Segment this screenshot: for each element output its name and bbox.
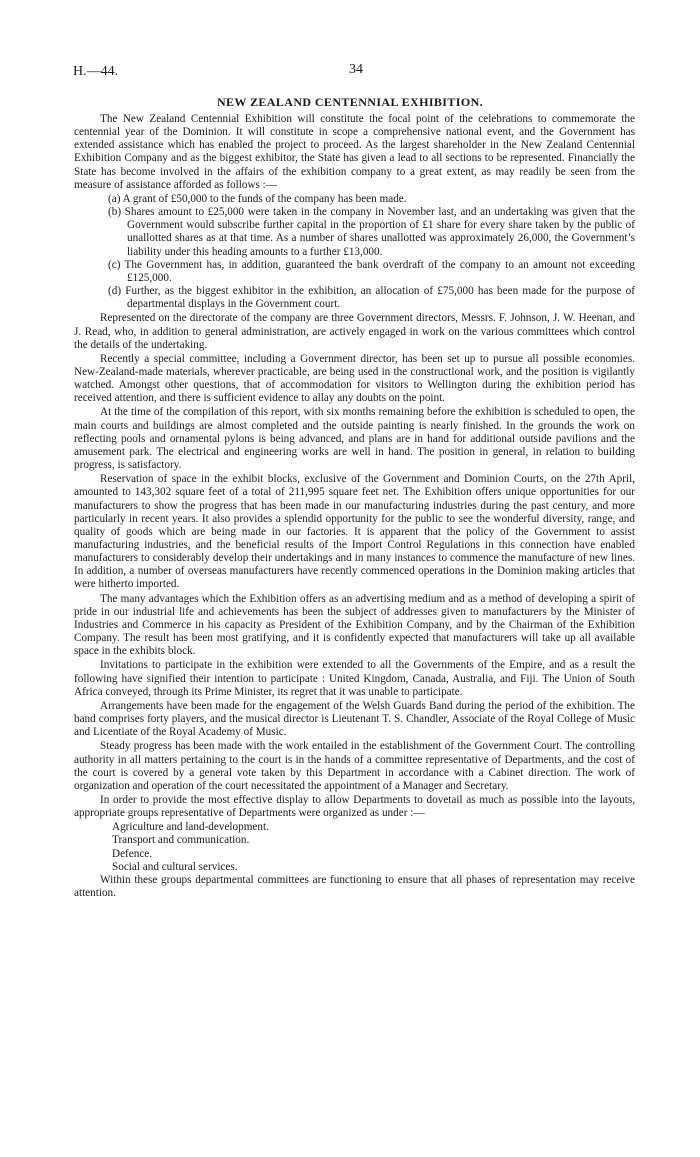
page-number: 34 bbox=[349, 62, 363, 77]
paragraph-committees: Within these groups departmental committees are functioning to ensure that all phases of representation may receive attention. bbox=[74, 873, 635, 900]
list-item-d: (d) Further, as the biggest exhibitor in the exhibition, an allocation of £75,000 has been made for the purpose of departmental displays in the Government court. bbox=[108, 285, 635, 311]
body-text bbox=[74, 113, 635, 901]
paragraph-reservation: Reservation of space in the exhibit blocks, exclusive of the Government and Dominion Courts, on the 27th April, amounted to 143,302 square feet of a total of 211,995 square feet net. The Exhibition offers unique opportunities for our manufacturers to show the progress that has been made in our manufacturing industries during the past century, and more particularly in recent years. It also provides a splendid opportunity for the public to see the wonderful diversity, range, and quality of goods which are being made in our factories. It is apparent that the policy of the Government to assist manufacturing industries, and the beneficial results of the Import Control Regulations in this connection have enabled manufacturers to considerably develop their undertakings and in many instances to commence the manufacture of new lines. In addition, a number of overseas manufacturers have recently commenced operations in the Dominion making articles that were hitherto imported. bbox=[74, 473, 635, 591]
paragraph-invitations: Invitations to participate in the exhibition were extended to all the Governments of the Empire, and as a result the following have signified their intention to participate : United Kingdom, Canada, Australia, and Fiji. The Union of South Africa conveyed, through its Prime Minister, its regret that it was unable to participate. bbox=[74, 659, 635, 698]
group-agriculture: Agriculture and land-development. bbox=[112, 821, 269, 834]
list-item-a: (a) A grant of £50,000 to the funds of the company has been made. bbox=[108, 192, 407, 205]
group-transport: Transport and communication. bbox=[112, 834, 250, 847]
paragraph-advantages: The many advantages which the Exhibition offers as an advertising medium and as a method of developing a spirit of pride in our industrial life and achievements has been the subject of addresses given to manufacturers by the Minister of Industries and Commerce in his capacity as President of the Exhibition Company, and by the Chairman of the Exhibition Company. The result has been most gratifying, and it is confidently expected that manufacturers will take up all available space in the exhibits block. bbox=[74, 592, 635, 658]
paragraph-directorate: Represented on the directorate of the company are three Government directors, Messrs. F. Johnson, J. W. Heenan, and J. Read, who, in addition to general administration, are actively engaged in work on the various committees which control the details of the undertaking. bbox=[74, 312, 635, 351]
paragraph-band: Arrangements have been made for the engagement of the Welsh Guards Band during the period of the exhibition. The band comprises forty players, and the musical director is Lieutenant T. S. Chandler, Associate of the Royal College of Music and Licentiate of the Royal Academy of Music. bbox=[74, 699, 635, 739]
paragraph-economies: Recently a special committee, including a Government director, has been set up to pursue all possible economies. New-Zealand-made materials, wherever practicable, are being used in the constructional work, and the position is vigilantly watched. Amongst other questions, that of accommodation for visitors to Wellington during the exhibition period has received attention, and there is sufficient evidence to allay any doubts on the point. bbox=[74, 352, 635, 405]
paragraph-intro: The New Zealand Centennial Exhibition will constitute the focal point of the celebrations to commemorate the centennial year of the Dominion. It will constitute in scope a comprehensive national event, and the Government has extended assistance which has enabled the project to proceed. As the largest shareholder in the New Zealand Centennial Exhibition Company and as the biggest exhibitor, the State has given a lead to all sections to be represented. Financially the State has become involved in the affairs of the exhibition company to a great extent, as may readily be seen from the measure of assistance afforded as follows :— bbox=[74, 113, 635, 191]
document-reference: H.—44. bbox=[73, 64, 119, 79]
paragraph-groups: In order to provide the most effective display to allow Departments to dovetail as much as possible into the layouts, appropriate groups representative of Departments were organized as under :— bbox=[74, 793, 635, 820]
list-item-c: (c) The Government has, in addition, guaranteed the bank overdraft of the company to an amount not exceeding £125,000. bbox=[108, 258, 635, 284]
section-title: NEW ZEALAND CENTENNIAL EXHIBITION. bbox=[216, 95, 484, 109]
paragraph-government-court: Steady progress has been made with the work entailed in the establishment of the Government Court. The controlling authority in all matters pertaining to the court is in the hands of a committee representative of Departments, and the cost of the court is covered by a general vote taken by this Department in accordance with a Cabinet direction. The work of organization and operation of the court necessitated the appointment of a Manager and Secretary. bbox=[74, 740, 635, 792]
group-defence: Defence. bbox=[112, 847, 153, 860]
paragraph-progress: At the time of the compilation of this report, with six months remaining before the exhibition is scheduled to open, the main courts and buildings are almost completed and the outside painting is nearly finished. In the grounds the work on reflecting pools and ornamental pylons is being advanced, and plans are in hand for additional outside pavilions and the amusement park. The electrical and engineering works are well in hand. The position in general, in relation to building progress, is satisfactory. bbox=[74, 406, 635, 472]
group-social: Social and cultural services. bbox=[112, 860, 238, 873]
list-item-b: (b) Shares amount to £25,000 were taken in the company in November last, and an undertaking was given that the Government would subscribe further capital in the proportion of £1 share for every share taken by the public of unallotted shares as at that time. As a number of shares unallotted was approximately 26,000, the Government’s liability under this heading amounts to a further £13,000. bbox=[108, 206, 635, 258]
